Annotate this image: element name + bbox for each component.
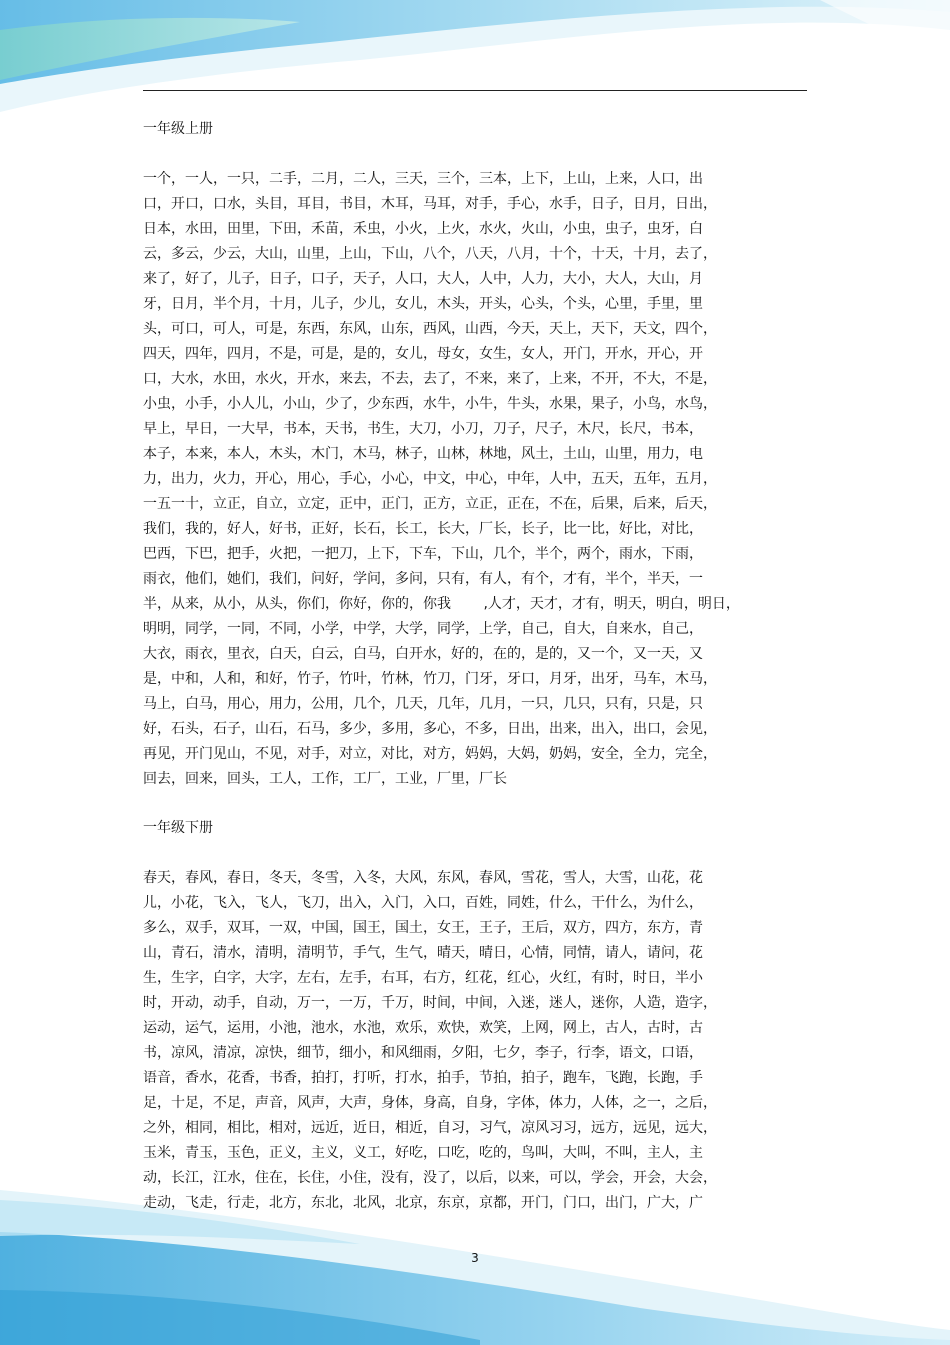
text-line: 书，凉风，清凉，凉快，细节，细小，和风细雨，夕阳，七夕，李子，行李，语文，口语， bbox=[143, 1045, 703, 1061]
section-heading-grade1-vol2: 一年级下册 bbox=[143, 820, 213, 836]
word-list-grade1-vol2 bbox=[143, 866, 783, 1216]
text-line: 一个，一人，一只，二手，二月，二人，三天，三个，三本，上下，上山，上来，人口，出 bbox=[143, 171, 703, 187]
word-list-grade1-vol1 bbox=[143, 167, 783, 792]
text-line: 来了，好了，儿子，日子，口子，天子，人口，大人，人中，人力，大小，大人，大山，月 bbox=[143, 271, 703, 287]
text-line: 口，开口，口水，头目，耳目，书目，木耳，马耳，对手，手心，水手，日子，日月，日出， bbox=[143, 196, 717, 212]
text-line: 动，长江，江水，住在，长住，小住，没有，没了，以后，以来，可以，学会，开会，大会， bbox=[143, 1170, 717, 1186]
text-line: 走动，飞走，行走，北方，东北，北风，北京，东京，京都，开门，门口，出门，广大，广 bbox=[143, 1195, 703, 1211]
text-line: 春天，春风，春日，冬天，冬雪，入冬，大风，东风，春风，雪花，雪人，大雪，山花，花 bbox=[143, 870, 703, 886]
text-line: 巴西，下巴，把手，火把，一把刀，上下，下车，下山，几个，半个，两个，雨水，下雨， bbox=[143, 546, 703, 562]
text-line: 好，石头，石子，山石，石马，多少，多用，多心，不多，日出，出来，出入，出口，会见， bbox=[143, 721, 717, 737]
text-line: 半，从来，从小，从头，你们，你好，你的，你我 ,人才，天才，才有，明天，明白，明日， bbox=[143, 596, 740, 612]
text-line: 本子，本来，本人，木头，木门，木马，林子，山林，林地，风土，土山，山里，用力，电 bbox=[143, 446, 703, 462]
header-rule bbox=[143, 90, 807, 91]
text-line: 明明，同学，一同，不同，小学，中学，大学，同学，上学，自己，自大，自来水，自己， bbox=[143, 621, 703, 637]
text-line: 四天，四年，四月，不是，可是，是的，女儿，母女，女生，女人，开门，开水，开心，开 bbox=[143, 346, 703, 362]
text-line: 语音，香水，花香，书香，拍打，打听，打水，拍手，节拍，拍子，跑车，飞跑，长跑，手 bbox=[143, 1070, 703, 1086]
text-line: 回去，回来，回头，工人，工作，工厂，工业，厂里，厂长 bbox=[143, 771, 507, 787]
text-line: 足，十足，不足，声音，风声，大声，身体，身高，自身，字体，体力，人体，之一，之后， bbox=[143, 1095, 717, 1111]
text-line: 云，多云，少云，大山，山里，上山，下山，八个，八天，八月，十个，十天，十月，去了， bbox=[143, 246, 717, 262]
text-line: 小虫，小手，小人儿，小山，少了，少东西，水牛，小牛，牛头，水果，果子，小鸟，水鸟， bbox=[143, 396, 717, 412]
text-line: 多么，双手，双耳，一双，中国，国王，国土，女王，王子，王后，双方，四方，东方，青 bbox=[143, 920, 703, 936]
text-line: 马上，白马，用心，用力，公用，几个，几天，几年，几月，一只，几只，只有，只是，只 bbox=[143, 696, 703, 712]
text-line: 儿，小花，飞入，飞人，飞刀，出入，入门，入口，百姓，同姓，什么，干什么，为什么， bbox=[143, 895, 703, 911]
text-line: 力，出力，火力，开心，用心，手心，小心，中文，中心，中年，人中，五天，五年，五月， bbox=[143, 471, 717, 487]
text-line: 早上，早日，一大早，书本，天书，书生，大刀，小刀，刀子，尺子，木尺，长尺，书本， bbox=[143, 421, 703, 437]
section-heading-grade1-vol1: 一年级上册 bbox=[143, 121, 213, 137]
text-line: 大衣，雨衣，里衣，白天，白云，白马，白开水，好的，在的，是的，又一个，又一天，又 bbox=[143, 646, 703, 662]
text-line: 运动，运气，运用，小池，池水，水池，欢乐，欢快，欢笑，上网，网上，古人，古时，古 bbox=[143, 1020, 703, 1036]
text-line: 山，青石，清水，清明，清明节，手气，生气，晴天，晴日，心情，同情，请人，请问，花 bbox=[143, 945, 703, 961]
text-line: 头，可口，可人，可是，东西，东风，山东，西风，山西，今天，天上，天下，天文，四个， bbox=[143, 321, 717, 337]
text-line: 一五一十，立正，自立，立定，正中，正门，正方，立正，正在，不在，后果，后来，后天， bbox=[143, 496, 717, 512]
text-line: 生，生字，白字，大字，左右，左手，右耳，右方，红花，红心，火红，有时，时日，半小 bbox=[143, 970, 703, 986]
text-line: 再见，开门见山，不见，对手，对立，对比，对方，妈妈，大妈，奶妈，安全，全力，完全， bbox=[143, 746, 717, 762]
text-line: 雨衣，他们，她们，我们，问好，学问，多问，只有，有人，有个，才有，半个，半天，一 bbox=[143, 571, 703, 587]
text-line: 时，开动，动手，自动，万一，一万，千万，时间，中间，入迷，迷人，迷你，人造，造字， bbox=[143, 995, 717, 1011]
text-line: 玉米，青玉，玉色，正义，主义，义工，好吃，口吃，吃的，鸟叫，大叫，不叫，主人，主 bbox=[143, 1145, 703, 1161]
page-number: 3 bbox=[471, 1251, 479, 1265]
text-line: 日本，水田，田里，下田，禾苗，禾虫，小火，上火，水火，火山，小虫，虫子，虫牙，白 bbox=[143, 221, 703, 237]
text-line: 我们，我的，好人，好书，正好，长石，长工，长大，厂长，长子，比一比，好比，对比， bbox=[143, 521, 703, 537]
text-line: 是，中和，人和，和好，竹子，竹叶，竹林，竹刀，门牙，牙口，月牙，出牙，马车，木马， bbox=[143, 671, 717, 687]
text-line: 之外，相同，相比，相对，远近，近日，相近，自习，习气，凉风习习，远方，远见，远大， bbox=[143, 1120, 717, 1136]
text-line: 口，大水，水田，水火，开水，来去，不去，去了，不来，来了，上来，不开，不大，不是， bbox=[143, 371, 717, 387]
text-line: 牙，日月，半个月，十月，儿子，少儿，女儿，木头，开头，心头，个头，心里，手里，里 bbox=[143, 296, 703, 312]
